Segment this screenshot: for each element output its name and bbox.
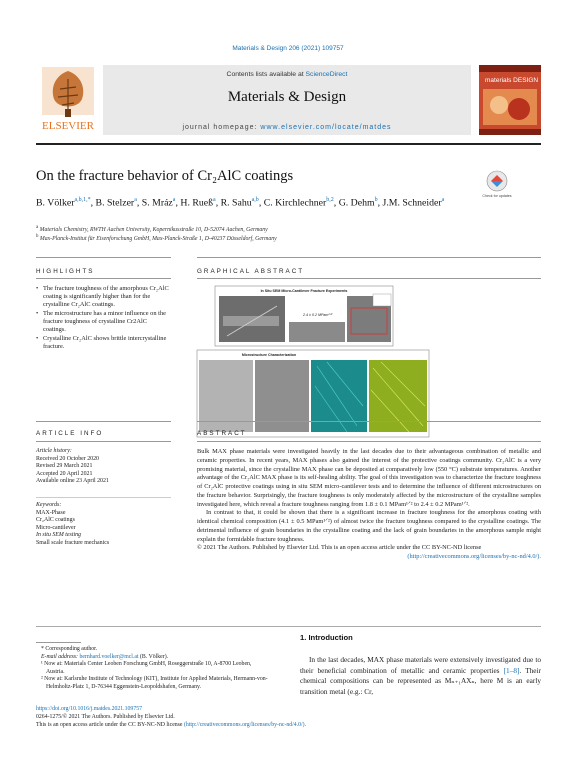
history-revised: Revised 29 March 2021 <box>36 463 93 469</box>
ga-fracture-value: 2.4 ± 0.2 MPam¹ᐟ² <box>303 313 333 317</box>
keyword-item: In situ SEM testing <box>36 532 81 538</box>
highlight-item: • Crystalline Cr₂AlC shows brittle intercrystalline fracture. <box>36 335 171 351</box>
abstract-rule-2 <box>197 441 541 442</box>
author-affiliation-mark: a <box>172 197 176 203</box>
abstract-paragraph-1: Bulk MAX phase materials were investigated heavily in the last decades due to their advantageous combination of metallic and ceramic properties. In recent years, MAX phases also gained the interest of the protective coatings community. Cr₂AlC is a very promising material, since the crystalline MAX phase can be deposited at comparatively low (550 °C) substrate temperatures. Another advantage of the Cr₂AlC MAX phase is its self-healing ability. The goal of this investigation was to characterize the fracture toughness of Cr₂AlC protective coatings using in situ SEM micro-cantilever tests and to determine the influence of different microstructures on the fracture behavior. Surprisingly, the fracture toughness is only moderately affected by the microstructure of the crystalline samples investigated here, which reveal a fracture toughness ranging from 1.8 ± 0.1 MPam¹ᐟ² to 2.4 ± 0.2 MPam¹ᐟ². <box>197 448 541 508</box>
abstract-license-link[interactable]: (http://creativecommons.org/licenses/by-nc-nd/4.0/). <box>407 553 541 560</box>
author-name[interactable]: C. Kirchlechner <box>263 197 327 209</box>
footnote-1: ¹ Now at: Materials Center Leoben Forschung GmbH, Roseggerstraße 10, A-8700 Leoben, Austria. <box>41 661 252 675</box>
footnote-2: ² Now at: Karlsruhe Institute of Technology (KIT), Institute for Applied Materials, Hermann-von-Helmholtz-Platz 1, D-76344 Eggenstein-Leopoldshafen, Germany. <box>41 676 268 690</box>
cover-title-text: materials DESIGN <box>485 77 539 84</box>
author-name[interactable]: H. Rueß <box>180 197 214 209</box>
abstract-rule <box>197 421 541 422</box>
journal-homepage-link[interactable]: www.elsevier.com/locate/matdes <box>260 124 392 131</box>
author-affiliation-mark: a,b <box>251 197 259 203</box>
keyword-item: Micro-cantilever <box>36 524 76 531</box>
author-name[interactable]: S. Mráz <box>141 197 173 209</box>
open-access-line: This is an open access article under the CC BY-NC-ND license (http://creativecommons.org/licenses/by-nc-nd/4.0/). <box>36 722 307 729</box>
crossmark-check-for-updates-icon[interactable] <box>484 170 510 204</box>
journal-cover-thumbnail[interactable] <box>479 65 541 135</box>
history-received: Received 20 October 2020 <box>36 455 99 462</box>
sciencedirect-link[interactable]: ScienceDirect <box>305 71 348 78</box>
journal-name: Materials & Design <box>227 89 347 105</box>
highlight-item: • The fracture toughness of the amorphous Cr₂AlC coating is significantly higher than for the crystalline Cr₂AlC coatings. <box>36 285 171 309</box>
abstract-heading: ABSTRACT <box>197 430 247 437</box>
citation-link[interactable]: [1–8] <box>503 665 520 675</box>
affiliation-b: $^b$ Max-Planck-Institut für Eisenforschung GmbH, Max-Planck-Straße 1, D-40237 Düsseldorf, Germany <box>36 234 277 242</box>
affiliation-a: $^a$ Materials Chemistry, RWTH Aachen University, Kopernikusstraße 10, D-52074 Aachen, Germany <box>36 225 268 233</box>
highlights-rule-2 <box>36 278 171 279</box>
column-separator <box>36 626 541 627</box>
contents-available-line: Contents lists available at ScienceDirect <box>226 71 348 78</box>
journal-homepage: journal homepage: www.elsevier.com/locate/matdes <box>182 124 392 131</box>
author-affiliation-mark: a,b,1,* <box>74 197 91 203</box>
keywords: Keywords: MAX-Phase Cr₂AlC coatings Micro-cantilever In situ SEM testing Small scale fracture mechanics <box>36 502 171 547</box>
abstract-paragraph-2: In contrast to that, it could be shown that there is a significant increase in fracture toughness for the amorphous coating with identical chemical composition (4.1 ± 0.5 MPam¹ᐟ²) of almost twice the fracture toughness compared to the crystalline coatings. The detrimental influence of grain boundaries in the crystalline coating and the lack of grain boundaries in the amorphous sample might explain the formidable fracture toughness. <box>197 509 541 543</box>
graphical-abstract-figure[interactable] <box>197 286 429 437</box>
corresponding-author-note: * Corresponding author. <box>41 646 98 652</box>
journal-reference-link[interactable]: Materials & Design 206 (2021) 109757 <box>232 45 344 52</box>
bottom-publication-info <box>36 705 396 730</box>
article-info-divider <box>36 497 171 498</box>
ga-panel1-title: In Situ SEM Micro-Cantilever Fracture Experiments <box>260 289 348 293</box>
doi-link[interactable]: https://doi.org/10.1016/j.matdes.2021.109757 <box>36 706 143 712</box>
author-list: B. Völker$^{a,b,1,*}$, B. Stelzer$^a$, S. Mráz$^a$, H. Rueß$^a$, R. Sahu$^{a,b}$, C. Kirchlechner$^{b,2}$, G. Dehm$^b$, J.M. Schneider$^a$ <box>36 197 445 209</box>
author-affiliation-mark: a <box>134 197 137 203</box>
author-name[interactable]: R. Sahu <box>220 197 252 209</box>
keyword-item: MAX-Phase <box>36 509 66 516</box>
svg-text:ELSEVIER: ELSEVIER <box>42 120 94 132</box>
abstract-body <box>197 448 541 562</box>
footnotes <box>36 646 271 692</box>
open-access-license-link[interactable]: (http://creativecommons.org/licenses/by-nc-nd/4.0/). <box>183 722 307 729</box>
author-name[interactable]: J.M. Schneider <box>382 197 442 209</box>
email-link[interactable]: bernhard.voelker@mcl.at <box>79 653 139 660</box>
author-affiliation-mark: b,2 <box>326 197 334 203</box>
author-affiliation-mark: a <box>213 197 216 203</box>
ga-panel2-title: Microstructure Characterization <box>241 353 297 357</box>
highlight-item: • The microstructure has a minor influence on the fracture toughness of crystalline Cr2AlC coatings. <box>36 310 171 334</box>
footnote-rule <box>36 642 81 643</box>
article-title: On the fracture behavior of Cr₂AlC coatings <box>36 168 294 184</box>
svg-text:Check for updates: Check for updates <box>482 194 512 198</box>
abstract-license: © 2021 The Authors. Published by Elsevier Ltd. This is an open access article under the CC BY-NC-ND license <box>197 544 482 552</box>
introduction-body: In the last decades, MAX phase materials were extensively investigated due to their beneficial combination of metallic and ceramic properties [1–8]. Their chemical compositions can be represented as Mₙ₊₁AXₙ, here M is an early transition metal (e.g.: Cr, <box>300 655 541 697</box>
elsevier-logo <box>36 65 100 135</box>
keyword-item: Small scale fracture mechanics <box>36 539 110 546</box>
graphical-abstract-heading: GRAPHICAL ABSTRACT <box>197 268 305 275</box>
highlights-rule <box>36 257 171 258</box>
email-note: E-mail address: bernhard.voelker@mcl.at (B. Völker). <box>41 653 169 660</box>
author-name[interactable]: G. Dehm <box>338 197 375 209</box>
issn-line: 0264-1275/© 2021 The Authors. Published by Elsevier Ltd. <box>36 714 175 721</box>
ga-rule-2 <box>197 278 541 279</box>
author-affiliation-mark: a <box>441 197 445 203</box>
article-info-heading: ARTICLE INFO <box>36 430 104 437</box>
highlights-heading: HIGHLIGHTS <box>36 268 95 275</box>
article-history: Article history: Received 20 October 2020 Revised 29 March 2021 Accepted 20 April 2021 Available online 23 April 2021 <box>36 448 171 486</box>
author-affiliation-mark: b <box>374 197 378 203</box>
article-info-rule-2 <box>36 441 171 442</box>
history-accepted: Accepted 20 April 2021 <box>36 470 93 477</box>
header-rule <box>36 143 541 145</box>
highlights-list <box>36 285 171 351</box>
article-info-rule <box>36 421 171 422</box>
author-name[interactable]: B. Stelzer <box>95 197 135 209</box>
keyword-item: Cr₂AlC coatings <box>36 517 75 523</box>
history-online: Available online 23 April 2021 <box>36 478 109 484</box>
ga-rule <box>197 257 541 258</box>
author-name[interactable]: B. Völker <box>36 197 75 209</box>
introduction-heading: 1. Introduction <box>300 633 353 642</box>
